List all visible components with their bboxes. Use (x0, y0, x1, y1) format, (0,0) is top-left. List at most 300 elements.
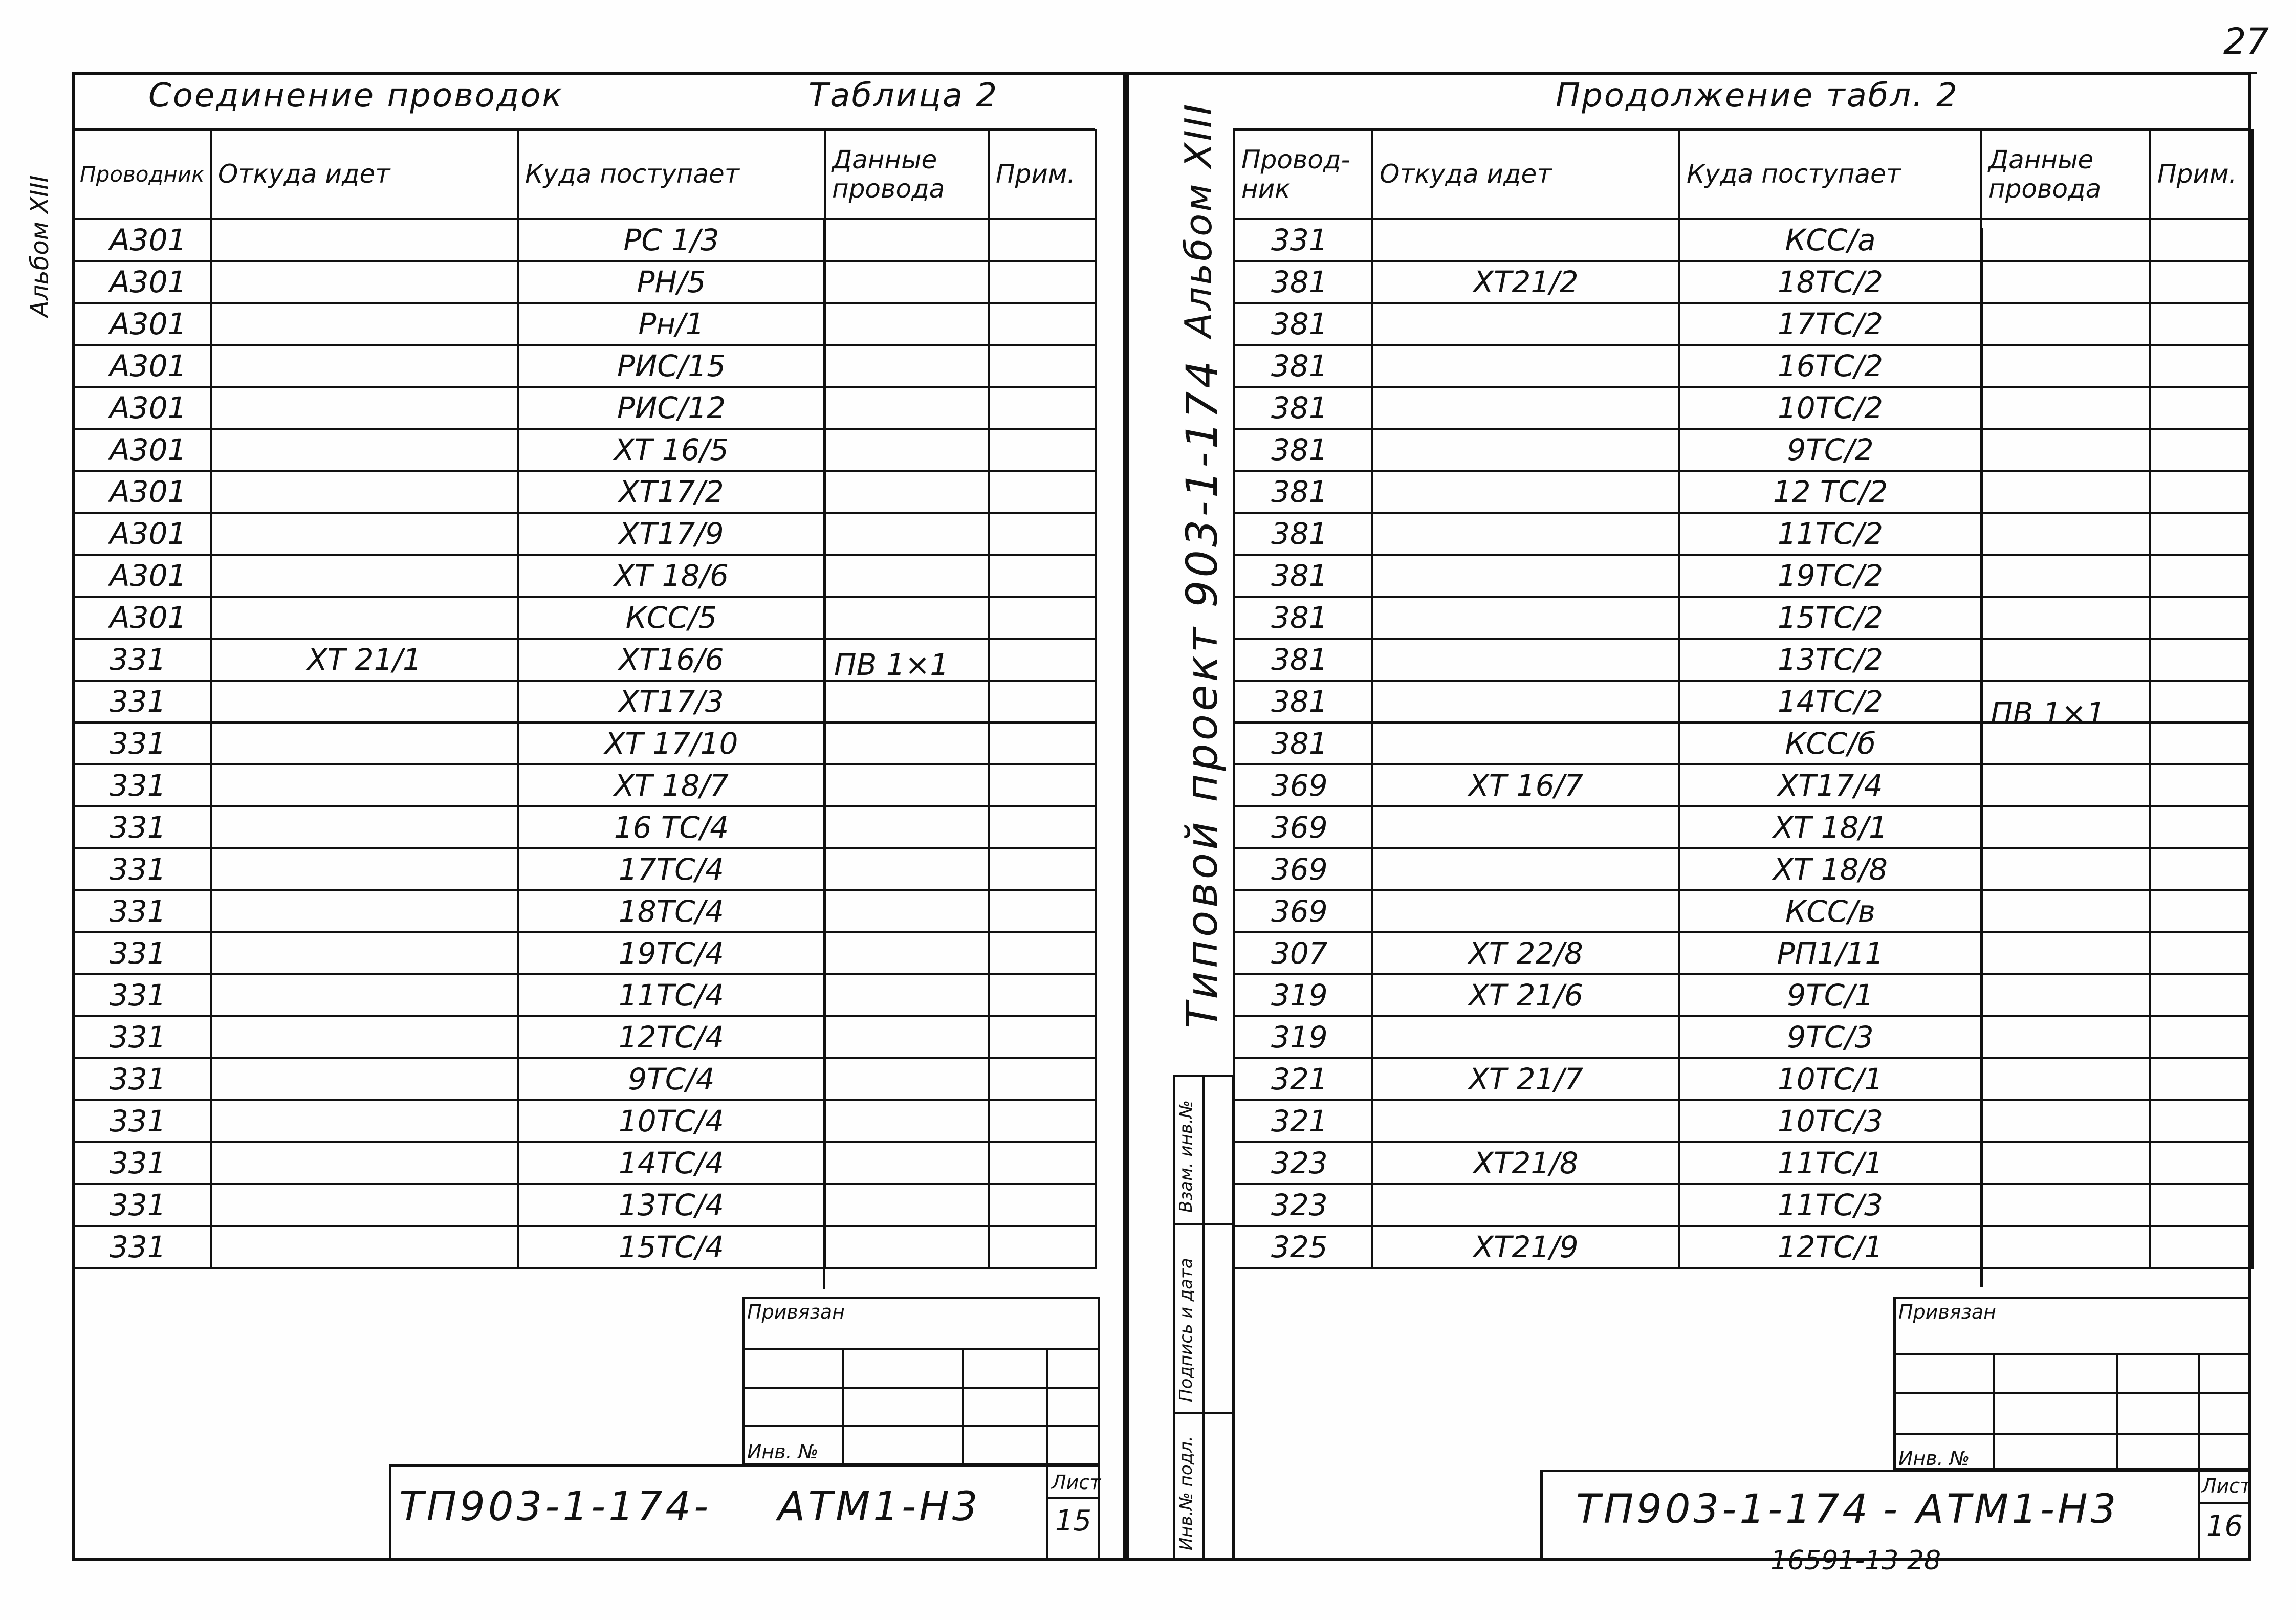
right-stamp-inv: Инв. № (1898, 1447, 1970, 1470)
table-row (1234, 1142, 2253, 1184)
cell-from (211, 1142, 518, 1184)
cell-note (989, 597, 1096, 639)
cell-from: ХТ 21/7 (1372, 1058, 1679, 1100)
header-conductor: Проводник (73, 130, 211, 219)
cell-from (211, 345, 518, 387)
cell-from (211, 429, 518, 471)
cell-conductor: 331 (73, 1016, 211, 1058)
cell-note (989, 848, 1096, 890)
margin-album-label: Альбом XIII (26, 175, 54, 317)
cell-note (2150, 555, 2253, 597)
cell-note (989, 681, 1096, 723)
cell-to: 12ТС/4 (518, 1016, 825, 1058)
left-doc-code: ТП903-1-174- (399, 1484, 712, 1530)
table-row (1234, 555, 2253, 597)
left-stamp-col-1 (842, 1348, 844, 1466)
left-sheet-number: 15 (1055, 1504, 1092, 1538)
cell-to: ХТ 18/6 (518, 555, 825, 597)
cell-to: 16ТС/2 (1679, 345, 1981, 387)
vertical-album-label: Альбом XIII (1177, 102, 1220, 338)
cell-note (2150, 387, 2253, 429)
cell-note (2150, 764, 2253, 806)
page-number: 27 (2223, 20, 2269, 62)
cell-wire-data (825, 429, 989, 471)
side-stamp-rule-2 (1173, 1412, 1234, 1414)
cell-conductor: 331 (73, 806, 211, 848)
table-row (1234, 806, 2253, 848)
cell-to: ХТ17/9 (518, 513, 825, 555)
cell-conductor: 331 (73, 1058, 211, 1100)
cell-to: ХТ17/4 (1679, 764, 1981, 806)
cell-wire-data (825, 890, 989, 932)
cell-from (1372, 639, 1679, 681)
cell-from: ХТ21/9 (1372, 1226, 1679, 1268)
cell-from (211, 848, 518, 890)
table-row (1234, 471, 2253, 513)
cell-to: 17ТС/4 (518, 848, 825, 890)
cell-to: 9ТС/1 (1679, 974, 1981, 1016)
cell-to: 19ТС/2 (1679, 555, 1981, 597)
cell-from: ХТ21/8 (1372, 1142, 1679, 1184)
cell-conductor: 381 (1234, 513, 1372, 555)
cell-to: 11ТС/4 (518, 974, 825, 1016)
table-row (73, 219, 1096, 261)
cell-wire-data (825, 555, 989, 597)
cell-conductor: 331 (1234, 219, 1372, 261)
table-row (1234, 429, 2253, 471)
cell-wire-data (825, 597, 989, 639)
cell-wire-data (1981, 764, 2150, 806)
cell-to: 17ТС/2 (1679, 303, 1981, 345)
cell-conductor: 331 (73, 848, 211, 890)
cell-note (2150, 848, 2253, 890)
left-sheet-label: Лист (1052, 1471, 1101, 1494)
cell-wire-data (1981, 1058, 2150, 1100)
cell-from (1372, 429, 1679, 471)
cell-wire-data (1981, 1184, 2150, 1226)
cell-from (211, 806, 518, 848)
table-row (1234, 848, 2253, 890)
right-doc-code: ТП903-1-174 (1576, 1486, 1871, 1533)
cell-conductor: 381 (1234, 597, 1372, 639)
table-row (73, 1184, 1096, 1226)
table-row (1234, 932, 2253, 974)
cell-wire-data (825, 345, 989, 387)
cell-conductor: 381 (1234, 261, 1372, 303)
table-row (73, 471, 1096, 513)
table-row (73, 1016, 1096, 1058)
table-row (1234, 1100, 2253, 1142)
table-row (73, 597, 1096, 639)
table-row (73, 764, 1096, 806)
cell-wire-data (1981, 1016, 2150, 1058)
cell-from (211, 681, 518, 723)
cell-conductor: 381 (1234, 639, 1372, 681)
cell-to: 11ТС/3 (1679, 1184, 1981, 1226)
cell-conductor: 331 (73, 1184, 211, 1226)
table-row (73, 345, 1096, 387)
cell-from (1372, 723, 1679, 764)
table-row (1234, 303, 2253, 345)
cell-note (2150, 1226, 2253, 1268)
right-sheet-number: 16 (2206, 1509, 2243, 1543)
cell-from: ХТ21/2 (1372, 261, 1679, 303)
cell-to: РИС/15 (518, 345, 825, 387)
cell-conductor: 331 (73, 681, 211, 723)
cell-from (211, 890, 518, 932)
cell-from (1372, 1016, 1679, 1058)
side-stamp-col (1202, 1075, 1205, 1561)
cell-wire-data (1981, 848, 2150, 890)
cell-conductor: 369 (1234, 890, 1372, 932)
cell-conductor: А301 (73, 555, 211, 597)
cell-from (211, 555, 518, 597)
cell-to: РИС/12 (518, 387, 825, 429)
cell-note (989, 387, 1096, 429)
cell-conductor: 331 (73, 974, 211, 1016)
cell-conductor: 331 (73, 1100, 211, 1142)
cell-to: 19ТС/4 (518, 932, 825, 974)
right-stamp-col-2 (2116, 1353, 2118, 1471)
cell-wire-data (825, 387, 989, 429)
cell-wire-data (1981, 219, 2150, 261)
cell-wire-data (825, 806, 989, 848)
table-row (73, 1100, 1096, 1142)
cell-from (1372, 1184, 1679, 1226)
cell-wire-data (1981, 639, 2150, 681)
table-row (73, 387, 1096, 429)
table-row (1234, 639, 2253, 681)
table-row (73, 723, 1096, 764)
header-to: Куда поступает (518, 130, 825, 219)
cell-note (989, 513, 1096, 555)
cell-from (1372, 597, 1679, 639)
cell-conductor: 331 (73, 890, 211, 932)
left-table-label: Таблица 2 (808, 77, 999, 115)
right-title: Продолжение табл. 2 (1556, 77, 1959, 115)
left-wiring-table (72, 129, 1097, 1269)
cell-wire-data (825, 681, 989, 723)
cell-wire-data (1981, 890, 2150, 932)
cell-to: 10ТС/4 (518, 1100, 825, 1142)
cell-from: ХТ 21/1 (211, 639, 518, 681)
cell-wire-data (1981, 1100, 2150, 1142)
right-sheet-label: Лист (2202, 1475, 2251, 1497)
left-doc-code-suffix: АТМ1-Н3 (778, 1484, 981, 1530)
cell-note (2150, 1184, 2253, 1226)
cell-wire-data (1981, 597, 2150, 639)
cell-wire-data (1981, 932, 2150, 974)
cell-to: ХТ16/6 (518, 639, 825, 681)
cell-from (211, 261, 518, 303)
cell-note (2150, 1142, 2253, 1184)
cell-note (989, 261, 1096, 303)
cell-note (2150, 219, 2253, 261)
left-wire-brace (823, 220, 832, 1289)
header-note: Прим. (989, 130, 1096, 219)
cell-wire-data (825, 1226, 989, 1268)
side-stamp-signature-date: Подпись и дата (1176, 1258, 1196, 1402)
cell-to: 14ТС/4 (518, 1142, 825, 1184)
cell-note (989, 639, 1096, 681)
cell-conductor: А301 (73, 303, 211, 345)
cell-conductor: А301 (73, 429, 211, 471)
cell-note (989, 303, 1096, 345)
cell-wire-data (825, 1016, 989, 1058)
cell-to: ХТ 18/8 (1679, 848, 1981, 890)
cell-conductor: 323 (1234, 1184, 1372, 1226)
cell-note (2150, 639, 2253, 681)
cell-from (1372, 1100, 1679, 1142)
cell-note (2150, 932, 2253, 974)
cell-wire-data (1981, 1142, 2150, 1184)
table-row (73, 513, 1096, 555)
cell-wire-data (1981, 303, 2150, 345)
table-row (73, 848, 1096, 890)
table-row (1234, 974, 2253, 1016)
cell-from (1372, 806, 1679, 848)
cell-from (1372, 345, 1679, 387)
table-row (73, 1142, 1096, 1184)
cell-from (211, 723, 518, 764)
header-conductor: Провод-ник (1234, 130, 1372, 219)
cell-conductor: 331 (73, 723, 211, 764)
cell-from (211, 764, 518, 806)
cell-note (989, 1142, 1096, 1184)
cell-conductor: А301 (73, 513, 211, 555)
header-note: Прим. (2150, 130, 2253, 219)
left-table-header-row (73, 130, 1096, 219)
side-stamp-inv-podl: Инв.№ подл. (1176, 1436, 1196, 1550)
table-row (1234, 597, 2253, 639)
left-stamp-col-3 (1046, 1348, 1048, 1466)
cell-from (211, 471, 518, 513)
table-row (73, 974, 1096, 1016)
cell-to: РС 1/3 (518, 219, 825, 261)
cell-conductor: 331 (73, 764, 211, 806)
cell-to: ХТ 18/1 (1679, 806, 1981, 848)
table-row (1234, 219, 2253, 261)
cell-from (1372, 303, 1679, 345)
cell-wire-data (825, 932, 989, 974)
cell-wire-data (1981, 513, 2150, 555)
table-row (73, 555, 1096, 597)
table-row (1234, 513, 2253, 555)
right-sheet-col (2198, 1470, 2200, 1561)
cell-conductor: 369 (1234, 848, 1372, 890)
cell-wire-data (825, 303, 989, 345)
cell-conductor: 321 (1234, 1058, 1372, 1100)
cell-conductor: 381 (1234, 471, 1372, 513)
cell-note (2150, 974, 2253, 1016)
cell-to: ХТ 16/5 (518, 429, 825, 471)
cell-from (1372, 471, 1679, 513)
cell-note (989, 974, 1096, 1016)
cell-wire-data (825, 723, 989, 764)
cell-note (2150, 513, 2253, 555)
right-stamp-privyazan: Привязан (1898, 1301, 1996, 1323)
cell-conductor: 331 (73, 1142, 211, 1184)
table-row (73, 261, 1096, 303)
table-row (1234, 890, 2253, 932)
cell-to: 18ТС/4 (518, 890, 825, 932)
cell-from (211, 1016, 518, 1058)
cell-wire-data (825, 219, 989, 261)
cell-to: 11ТС/2 (1679, 513, 1981, 555)
right-stamp-col-3 (2198, 1353, 2200, 1471)
cell-conductor: А301 (73, 261, 211, 303)
cell-note (2150, 597, 2253, 639)
cell-conductor: А301 (73, 345, 211, 387)
left-stamp-privyazan: Привязан (747, 1301, 845, 1323)
left-wire-spec: ПВ 1×1 (834, 647, 949, 682)
table-row (1234, 1016, 2253, 1058)
cell-wire-data (825, 471, 989, 513)
cell-to: КСС/а (1679, 219, 1981, 261)
header-from: Откуда идет (1372, 130, 1679, 219)
table-row (73, 1226, 1096, 1268)
side-stamp-rule-1 (1173, 1223, 1234, 1225)
right-sheet-rule (2198, 1502, 2251, 1504)
cell-to: 13ТС/2 (1679, 639, 1981, 681)
cell-note (989, 723, 1096, 764)
cell-to: 11ТС/1 (1679, 1142, 1981, 1184)
cell-note (989, 1226, 1096, 1268)
cell-to: 18ТС/2 (1679, 261, 1981, 303)
right-wire-spec: ПВ 1×1 (1991, 696, 2106, 731)
cell-note (989, 806, 1096, 848)
cell-from (211, 1058, 518, 1100)
cell-from (1372, 219, 1679, 261)
cell-conductor: 325 (1234, 1226, 1372, 1268)
cell-to: КСС/5 (518, 597, 825, 639)
cell-to: ХТ17/3 (518, 681, 825, 723)
cell-conductor: 319 (1234, 1016, 1372, 1058)
header-wire-data: Данные провода (1981, 130, 2150, 219)
cell-conductor: 381 (1234, 429, 1372, 471)
cell-wire-data (825, 974, 989, 1016)
cell-to: ХТ 18/7 (518, 764, 825, 806)
cell-note (989, 1016, 1096, 1058)
cell-from (211, 974, 518, 1016)
cell-conductor: 369 (1234, 764, 1372, 806)
cell-conductor: 381 (1234, 387, 1372, 429)
cell-note (2150, 345, 2253, 387)
header-wire-data: Данные провода (825, 130, 989, 219)
right-doc-code-suffix: - АТМ1-Н3 (1883, 1486, 2119, 1533)
cell-note (989, 764, 1096, 806)
cell-note (989, 471, 1096, 513)
cell-wire-data (825, 1142, 989, 1184)
cell-from: ХТ 16/7 (1372, 764, 1679, 806)
cell-conductor: 381 (1234, 681, 1372, 723)
cell-note (989, 219, 1096, 261)
cell-conductor: 323 (1234, 1142, 1372, 1184)
cell-wire-data (1981, 555, 2150, 597)
cell-note (989, 890, 1096, 932)
cell-to: Рн/1 (518, 303, 825, 345)
table-row (73, 303, 1096, 345)
cell-to: РН/5 (518, 261, 825, 303)
cell-conductor: 331 (73, 932, 211, 974)
cell-from (1372, 555, 1679, 597)
cell-from (211, 597, 518, 639)
right-stamp-col-1 (1993, 1353, 1995, 1471)
cell-to: 12ТС/1 (1679, 1226, 1981, 1268)
cell-note (2150, 1100, 2253, 1142)
cell-from (1372, 513, 1679, 555)
cell-wire-data (1981, 1226, 2150, 1268)
cell-conductor: А301 (73, 219, 211, 261)
table-row (1234, 261, 2253, 303)
right-wire-brace (1980, 228, 1989, 1287)
cell-from (211, 1226, 518, 1268)
cell-from (211, 1184, 518, 1226)
cell-note (989, 429, 1096, 471)
cell-note (989, 345, 1096, 387)
vertical-project-title: Типовой проект 903-1-174 (1177, 358, 1227, 1028)
cell-note (2150, 429, 2253, 471)
cell-to: 9ТС/4 (518, 1058, 825, 1100)
right-table-header-row (1234, 130, 2253, 219)
cell-from (211, 387, 518, 429)
cell-note (2150, 1058, 2253, 1100)
cell-from (211, 932, 518, 974)
cell-from (1372, 387, 1679, 429)
cell-from: ХТ 22/8 (1372, 932, 1679, 974)
table-row (73, 429, 1096, 471)
cell-note (2150, 261, 2253, 303)
table-row (73, 932, 1096, 974)
cell-note (989, 555, 1096, 597)
cell-to: 16 ТС/4 (518, 806, 825, 848)
header-from: Откуда идет (211, 130, 518, 219)
cell-to: 12 ТС/2 (1679, 471, 1981, 513)
table-row (1234, 1058, 2253, 1100)
cell-wire-data (1981, 429, 2150, 471)
cell-note (989, 1100, 1096, 1142)
table-row (1234, 387, 2253, 429)
cell-from (211, 303, 518, 345)
cell-wire-data (1981, 345, 2150, 387)
cell-conductor: 331 (73, 639, 211, 681)
side-stamp-vzam-inv: Взам. инв.№ (1176, 1100, 1196, 1213)
cell-conductor: 381 (1234, 555, 1372, 597)
cell-wire-data (1981, 471, 2150, 513)
cell-to: РП1/11 (1679, 932, 1981, 974)
table-row (1234, 1184, 2253, 1226)
table-row (73, 890, 1096, 932)
cell-wire-data (825, 848, 989, 890)
cell-note (2150, 723, 2253, 764)
cell-wire-data (825, 513, 989, 555)
cell-wire-data (825, 1058, 989, 1100)
cell-from (1372, 890, 1679, 932)
table-row (73, 806, 1096, 848)
cell-to: КСС/в (1679, 890, 1981, 932)
cell-to: 15ТС/2 (1679, 597, 1981, 639)
cell-from (211, 219, 518, 261)
left-stamp-inv: Инв. № (747, 1440, 819, 1463)
cell-note (989, 1058, 1096, 1100)
cell-from: ХТ 21/6 (1372, 974, 1679, 1016)
cell-note (2150, 890, 2253, 932)
cell-from (1372, 848, 1679, 890)
cell-to: 9ТС/2 (1679, 429, 1981, 471)
cell-to: 13ТС/4 (518, 1184, 825, 1226)
left-sheet-rule (1046, 1497, 1100, 1499)
table-row (73, 1058, 1096, 1100)
